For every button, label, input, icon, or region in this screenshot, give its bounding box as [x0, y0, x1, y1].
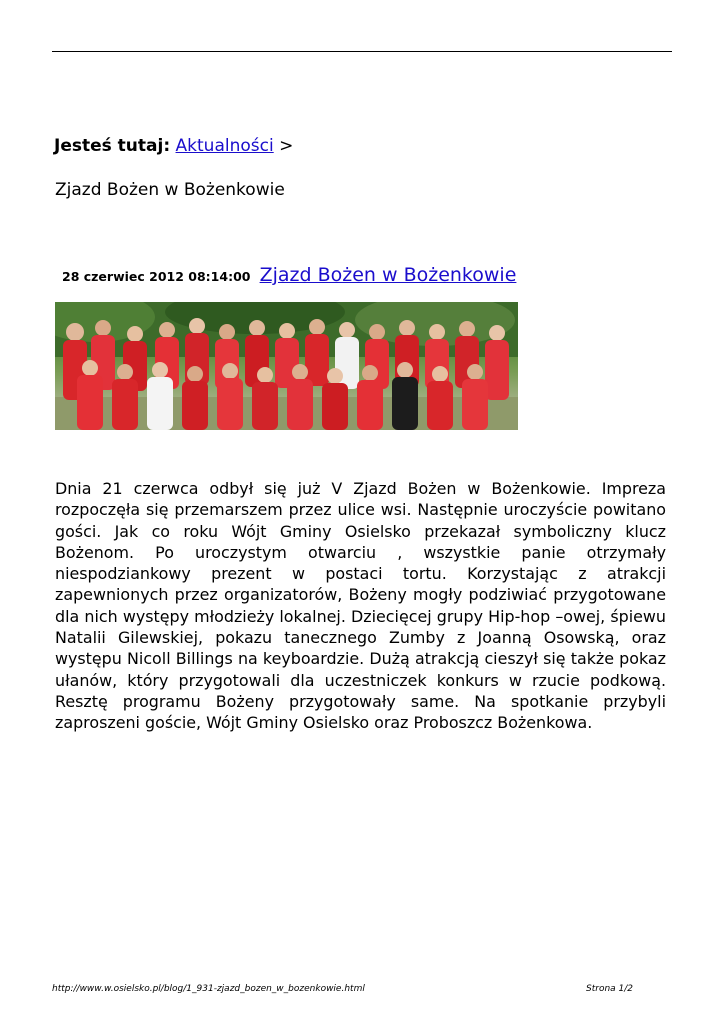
breadcrumb-separator: >: [279, 136, 294, 156]
article-title-link[interactable]: Zjazd Bożen w Bożenkowie: [259, 264, 517, 286]
breadcrumb-link-aktualnosci[interactable]: Aktualności: [175, 136, 274, 156]
article-header: [62, 264, 516, 286]
article-body: Dnia 21 czerwca odbył się już V Zjazd Bożen w Bożenkowie. Impreza rozpoczęła się przemarszem przez ulice wsi. Następnie uroczyście powitano gości. Jak co roku Wójt Gminy Osielsko przekazał symboliczny klucz Bożenom. Po uroczystym otwarciu , wszystkie panie otrzymały niespodziankowy prezent w postaci tortu. Korzystając z atrakcji zapewnionych przez organizatorów, Bożeny mogły podziwiać przygotowane dla nich występy młodzieży lokalnej. Dziecięcej grupy Hip-hop –owej, śpiewu Natalii Gilewskiej, pokazu tanecznego Zumby z Joanną Osowską, oraz występu Nicoll Billings na keyboardzie. Dużą atrakcją cieszył się także pokaz ułanów, który przygotowali dla uczestniczek konkurs w rzucie podkową. Resztę programu Bożeny przygotowały same. Na spotkanie przybyli zaproszeni goście, Wójt Gminy Osielsko oraz Proboszcz Bożenkowa.: [55, 479, 666, 733]
breadcrumb: [54, 135, 293, 157]
breadcrumb-label: Jesteś tutaj:: [54, 136, 171, 156]
article-photo: [55, 302, 518, 430]
page-title: Zjazd Bożen w Bożenkowie: [55, 180, 285, 200]
header-rule: [52, 51, 672, 52]
article-date: 28 czerwiec 2012 08:14:00: [62, 269, 251, 284]
footer-url: http://www.w.osielsko.pl/blog/1_931-zjazd_bozen_w_bozenkowie.html: [52, 984, 365, 994]
footer-page-number: Strona 1/2: [586, 984, 634, 994]
